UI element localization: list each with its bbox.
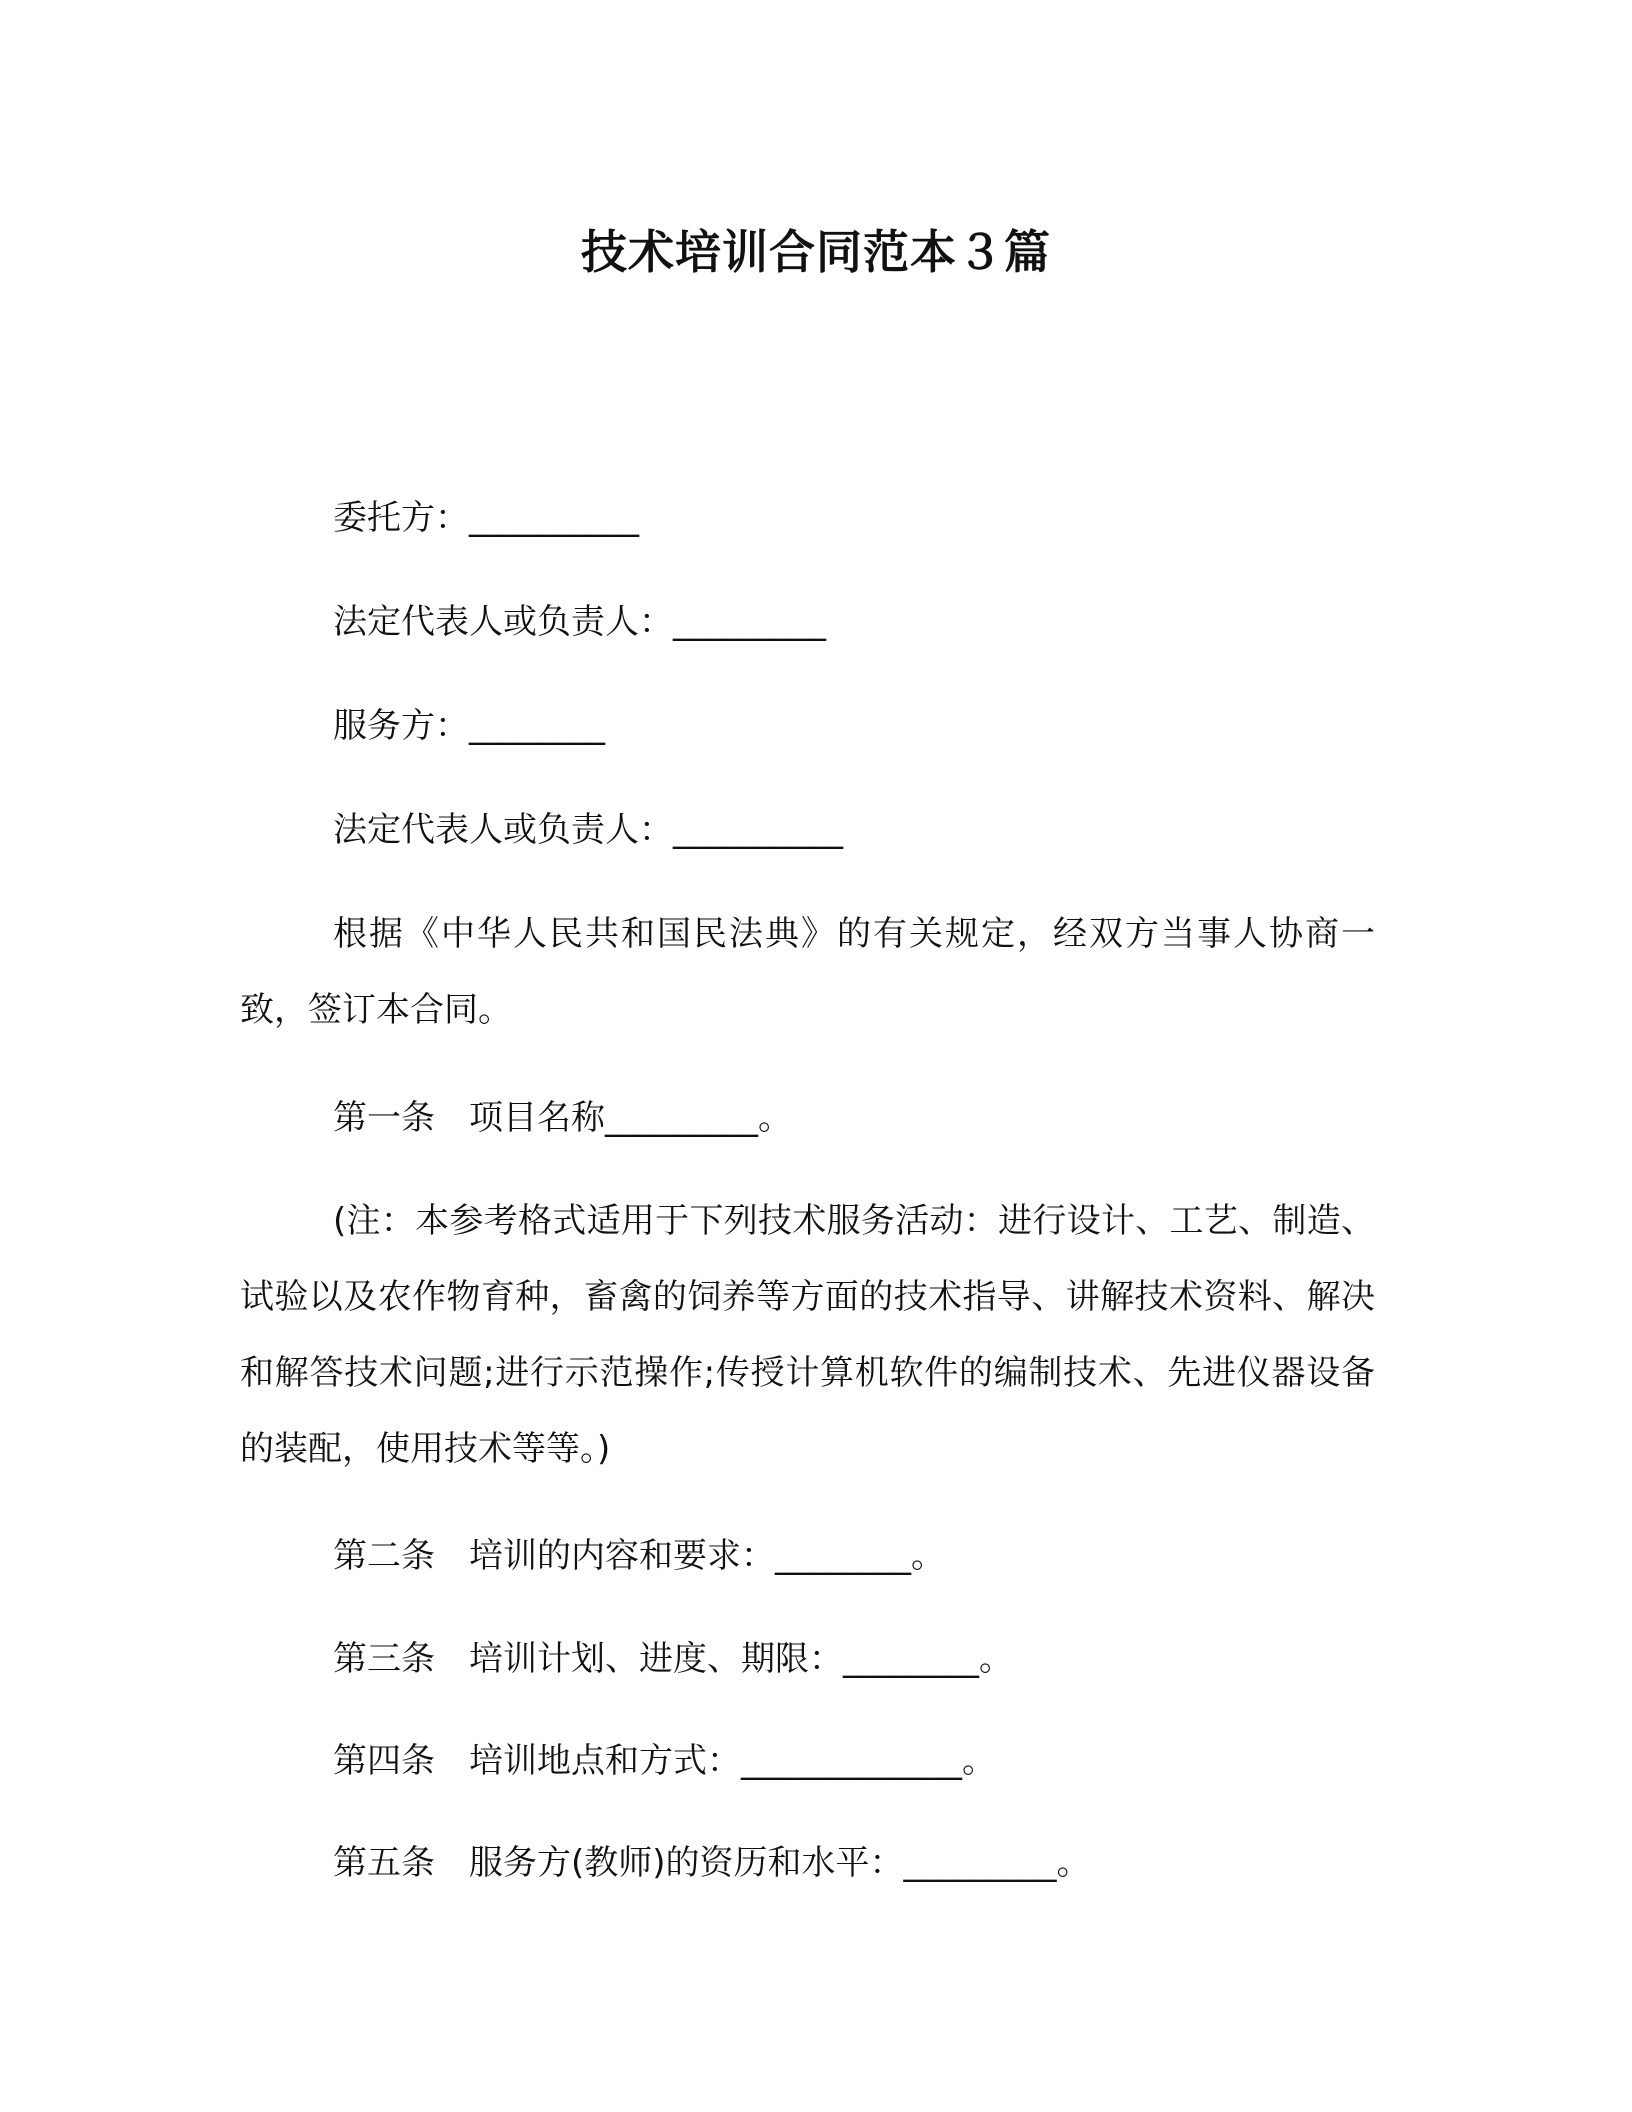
article-2: 第二条 培训的内容和要求：________。 (333, 1536, 945, 1576)
document-title: 技术培训合同范本３篇 (581, 225, 1051, 279)
service-representative-field: 法定代表人或负责人：__________ (333, 810, 843, 850)
article-5: 第五条 服务方(教师)的资历和水平：_________。 (333, 1843, 1091, 1883)
service-provider-field: 服务方：________ (333, 706, 605, 746)
client-representative-field: 法定代表人或负责人：_________ (333, 602, 826, 642)
article-1: 第一条 项目名称_________。 (333, 1098, 792, 1138)
article-4: 第四条 培训地点和方式：_____________。 (333, 1741, 996, 1781)
article-3: 第三条 培训计划、进度、期限：________。 (333, 1639, 1013, 1679)
intro-paragraph: 根据《中华人民共和国民法典》的有关规定，经双方当事人协商一致，签订本合同。 (240, 914, 1375, 1030)
client-field: 委托方：__________ (333, 498, 639, 538)
note-paragraph: (注：本参考格式适用于下列技术服务活动：进行设计、工艺、制造、试验以及农作物育种，畜禽的饲养等方面的技术指导、讲解技术资料、解决和解答技术问题;进行示范操作;传授计算机软件的编制技术、先进仪器设备的装配，使用技术等等。) (240, 1201, 1375, 1469)
